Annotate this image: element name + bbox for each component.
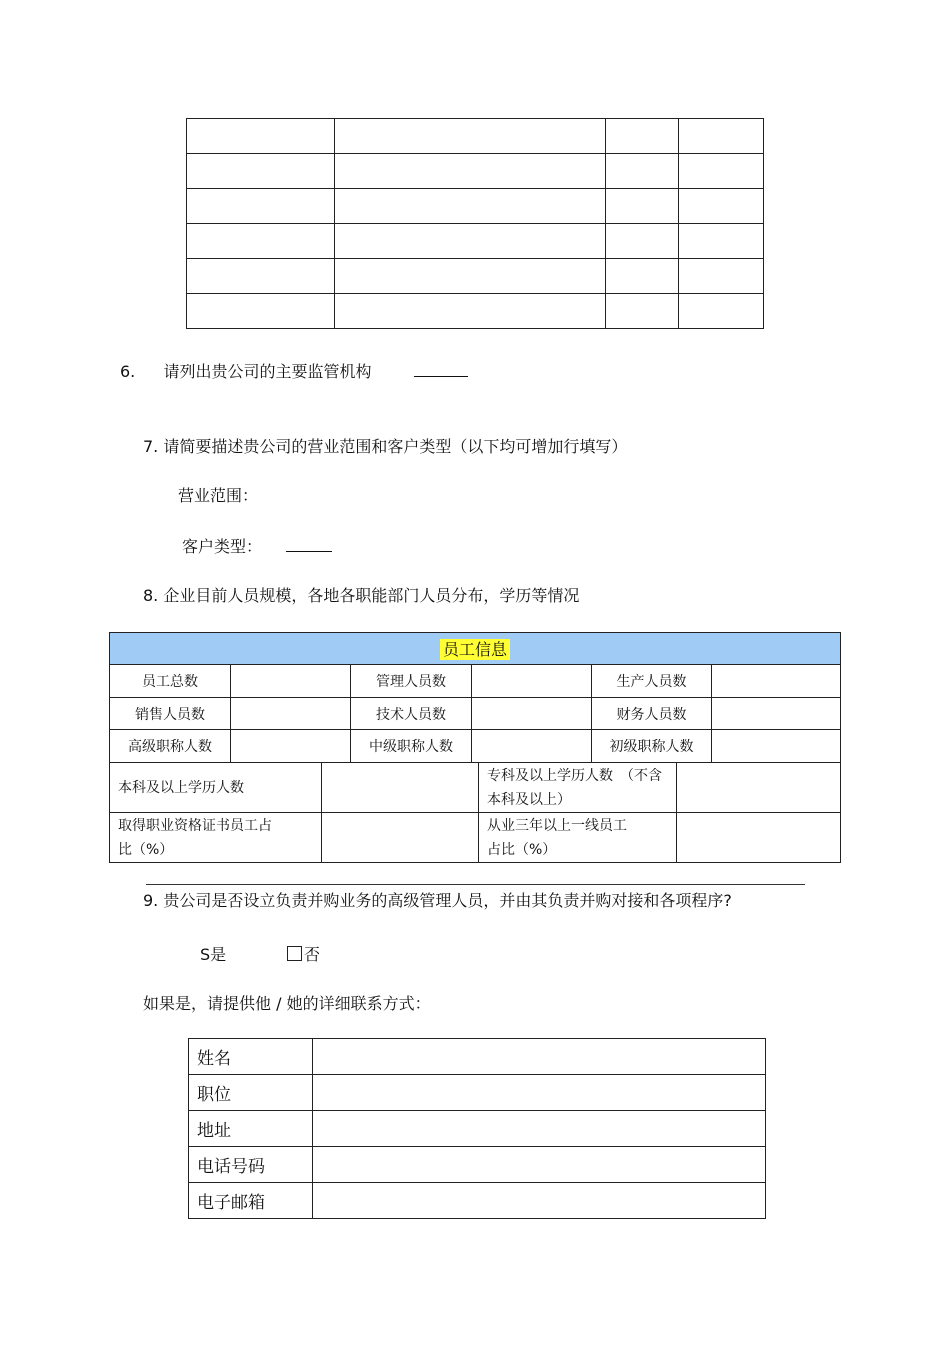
email-label: 电子邮箱 (189, 1183, 313, 1219)
question-text: 请列出贵公司的主要监管机构 (163, 362, 372, 381)
table-row (189, 1075, 766, 1111)
table-row (187, 259, 764, 294)
client-type-label: 客户类型： (182, 537, 263, 556)
value-cell[interactable] (231, 698, 351, 730)
yes-mark: S (200, 945, 211, 964)
value-cell[interactable] (712, 730, 841, 763)
value-cell[interactable] (231, 665, 351, 698)
table-cell[interactable] (335, 259, 606, 294)
yes-label: 是 (210, 945, 227, 964)
row-label: 财务人员数 (592, 698, 712, 730)
table-row (187, 224, 764, 259)
employee-info-table (109, 632, 841, 763)
row-label: 高级职称人数 (110, 730, 231, 763)
question-number: 6. (120, 362, 136, 381)
table-header-row (110, 633, 841, 665)
answer-blank[interactable] (414, 362, 468, 377)
row-label: 取得职业资格证书员工占比（%） (110, 813, 322, 863)
no-option[interactable] (287, 942, 320, 965)
value-cell[interactable] (472, 698, 592, 730)
question-8: 8. 企业目前人员规模，各地各职能部门人员分布，学历等情况 (143, 586, 580, 605)
row-label: 初级职称人数 (592, 730, 712, 763)
table-cell[interactable] (335, 189, 606, 224)
value-cell[interactable] (677, 813, 841, 863)
table-row (189, 1183, 766, 1219)
value-cell[interactable] (472, 730, 592, 763)
table-cell[interactable] (335, 119, 606, 154)
question-6 (120, 359, 468, 382)
employee-education-table (109, 762, 841, 863)
question-9: 9. 贵公司是否设立负责并购业务的高级管理人员，并由其负责并购对接和各项程序? (143, 891, 732, 910)
table-cell[interactable] (606, 224, 679, 259)
value-cell[interactable] (712, 698, 841, 730)
table-row (187, 189, 764, 224)
answer-blank[interactable] (286, 537, 332, 552)
table-row (187, 294, 764, 329)
phone-label: 电话号码 (189, 1147, 313, 1183)
value-cell[interactable] (322, 813, 479, 863)
row-label: 销售人员数 (110, 698, 231, 730)
table-cell[interactable] (606, 154, 679, 189)
yes-option[interactable] (200, 942, 226, 965)
table-row (187, 119, 764, 154)
table-cell[interactable] (679, 224, 764, 259)
table-cell[interactable] (679, 119, 764, 154)
value-cell[interactable] (712, 665, 841, 698)
row-label: 管理人员数 (351, 665, 472, 698)
table-cell[interactable] (335, 224, 606, 259)
value-cell[interactable] (231, 730, 351, 763)
no-label: 否 (304, 945, 321, 964)
table-cell[interactable] (679, 189, 764, 224)
blank-table-top (186, 118, 764, 329)
table-row (189, 1111, 766, 1147)
client-type-row (182, 534, 332, 557)
value-cell[interactable] (677, 763, 841, 813)
table-cell[interactable] (679, 154, 764, 189)
row-label: 从业三年以上一线员工占比（%） (479, 813, 677, 863)
row-label: 生产人员数 (592, 665, 712, 698)
table-row (110, 665, 841, 698)
row-label: 专科及以上学历人数 （不含本科及以上） (479, 763, 677, 813)
table-row (187, 154, 764, 189)
table-cell[interactable] (187, 224, 335, 259)
table-row (110, 730, 841, 763)
checkbox-icon[interactable] (287, 946, 302, 961)
table-cell[interactable] (187, 259, 335, 294)
row-label: 本科及以上学历人数 (110, 763, 322, 813)
table-row (189, 1147, 766, 1183)
name-field[interactable] (313, 1039, 766, 1075)
table-row (189, 1039, 766, 1075)
name-label: 姓名 (189, 1039, 313, 1075)
table-title: 员工信息 (440, 639, 510, 660)
table-cell[interactable] (335, 154, 606, 189)
address-label: 地址 (189, 1111, 313, 1147)
table-cell[interactable] (187, 119, 335, 154)
table-cell[interactable] (679, 294, 764, 329)
table-header (110, 633, 841, 665)
table-cell[interactable] (187, 294, 335, 329)
row-label: 员工总数 (110, 665, 231, 698)
business-scope-label: 营业范围： (178, 486, 259, 505)
table-row (110, 813, 841, 863)
table-cell[interactable] (335, 294, 606, 329)
divider (146, 884, 805, 885)
table-cell[interactable] (679, 259, 764, 294)
table-cell[interactable] (606, 119, 679, 154)
row-label: 中级职称人数 (351, 730, 472, 763)
contact-info-table (188, 1038, 766, 1219)
row-label: 技术人员数 (351, 698, 472, 730)
table-cell[interactable] (187, 154, 335, 189)
question-7: 7. 请简要描述贵公司的营业范围和客户类型（以下均可增加行填写） (143, 437, 628, 456)
value-cell[interactable] (322, 763, 479, 813)
value-cell[interactable] (472, 665, 592, 698)
table-cell[interactable] (606, 259, 679, 294)
table-row (110, 763, 841, 813)
email-field[interactable] (313, 1183, 766, 1219)
table-cell[interactable] (187, 189, 335, 224)
position-label: 职位 (189, 1075, 313, 1111)
phone-field[interactable] (313, 1147, 766, 1183)
table-cell[interactable] (606, 189, 679, 224)
table-cell[interactable] (606, 294, 679, 329)
address-field[interactable] (313, 1111, 766, 1147)
table-row (110, 698, 841, 730)
if-yes-instruction: 如果是，请提供他 / 她的详细联系方式： (143, 994, 431, 1013)
position-field[interactable] (313, 1075, 766, 1111)
